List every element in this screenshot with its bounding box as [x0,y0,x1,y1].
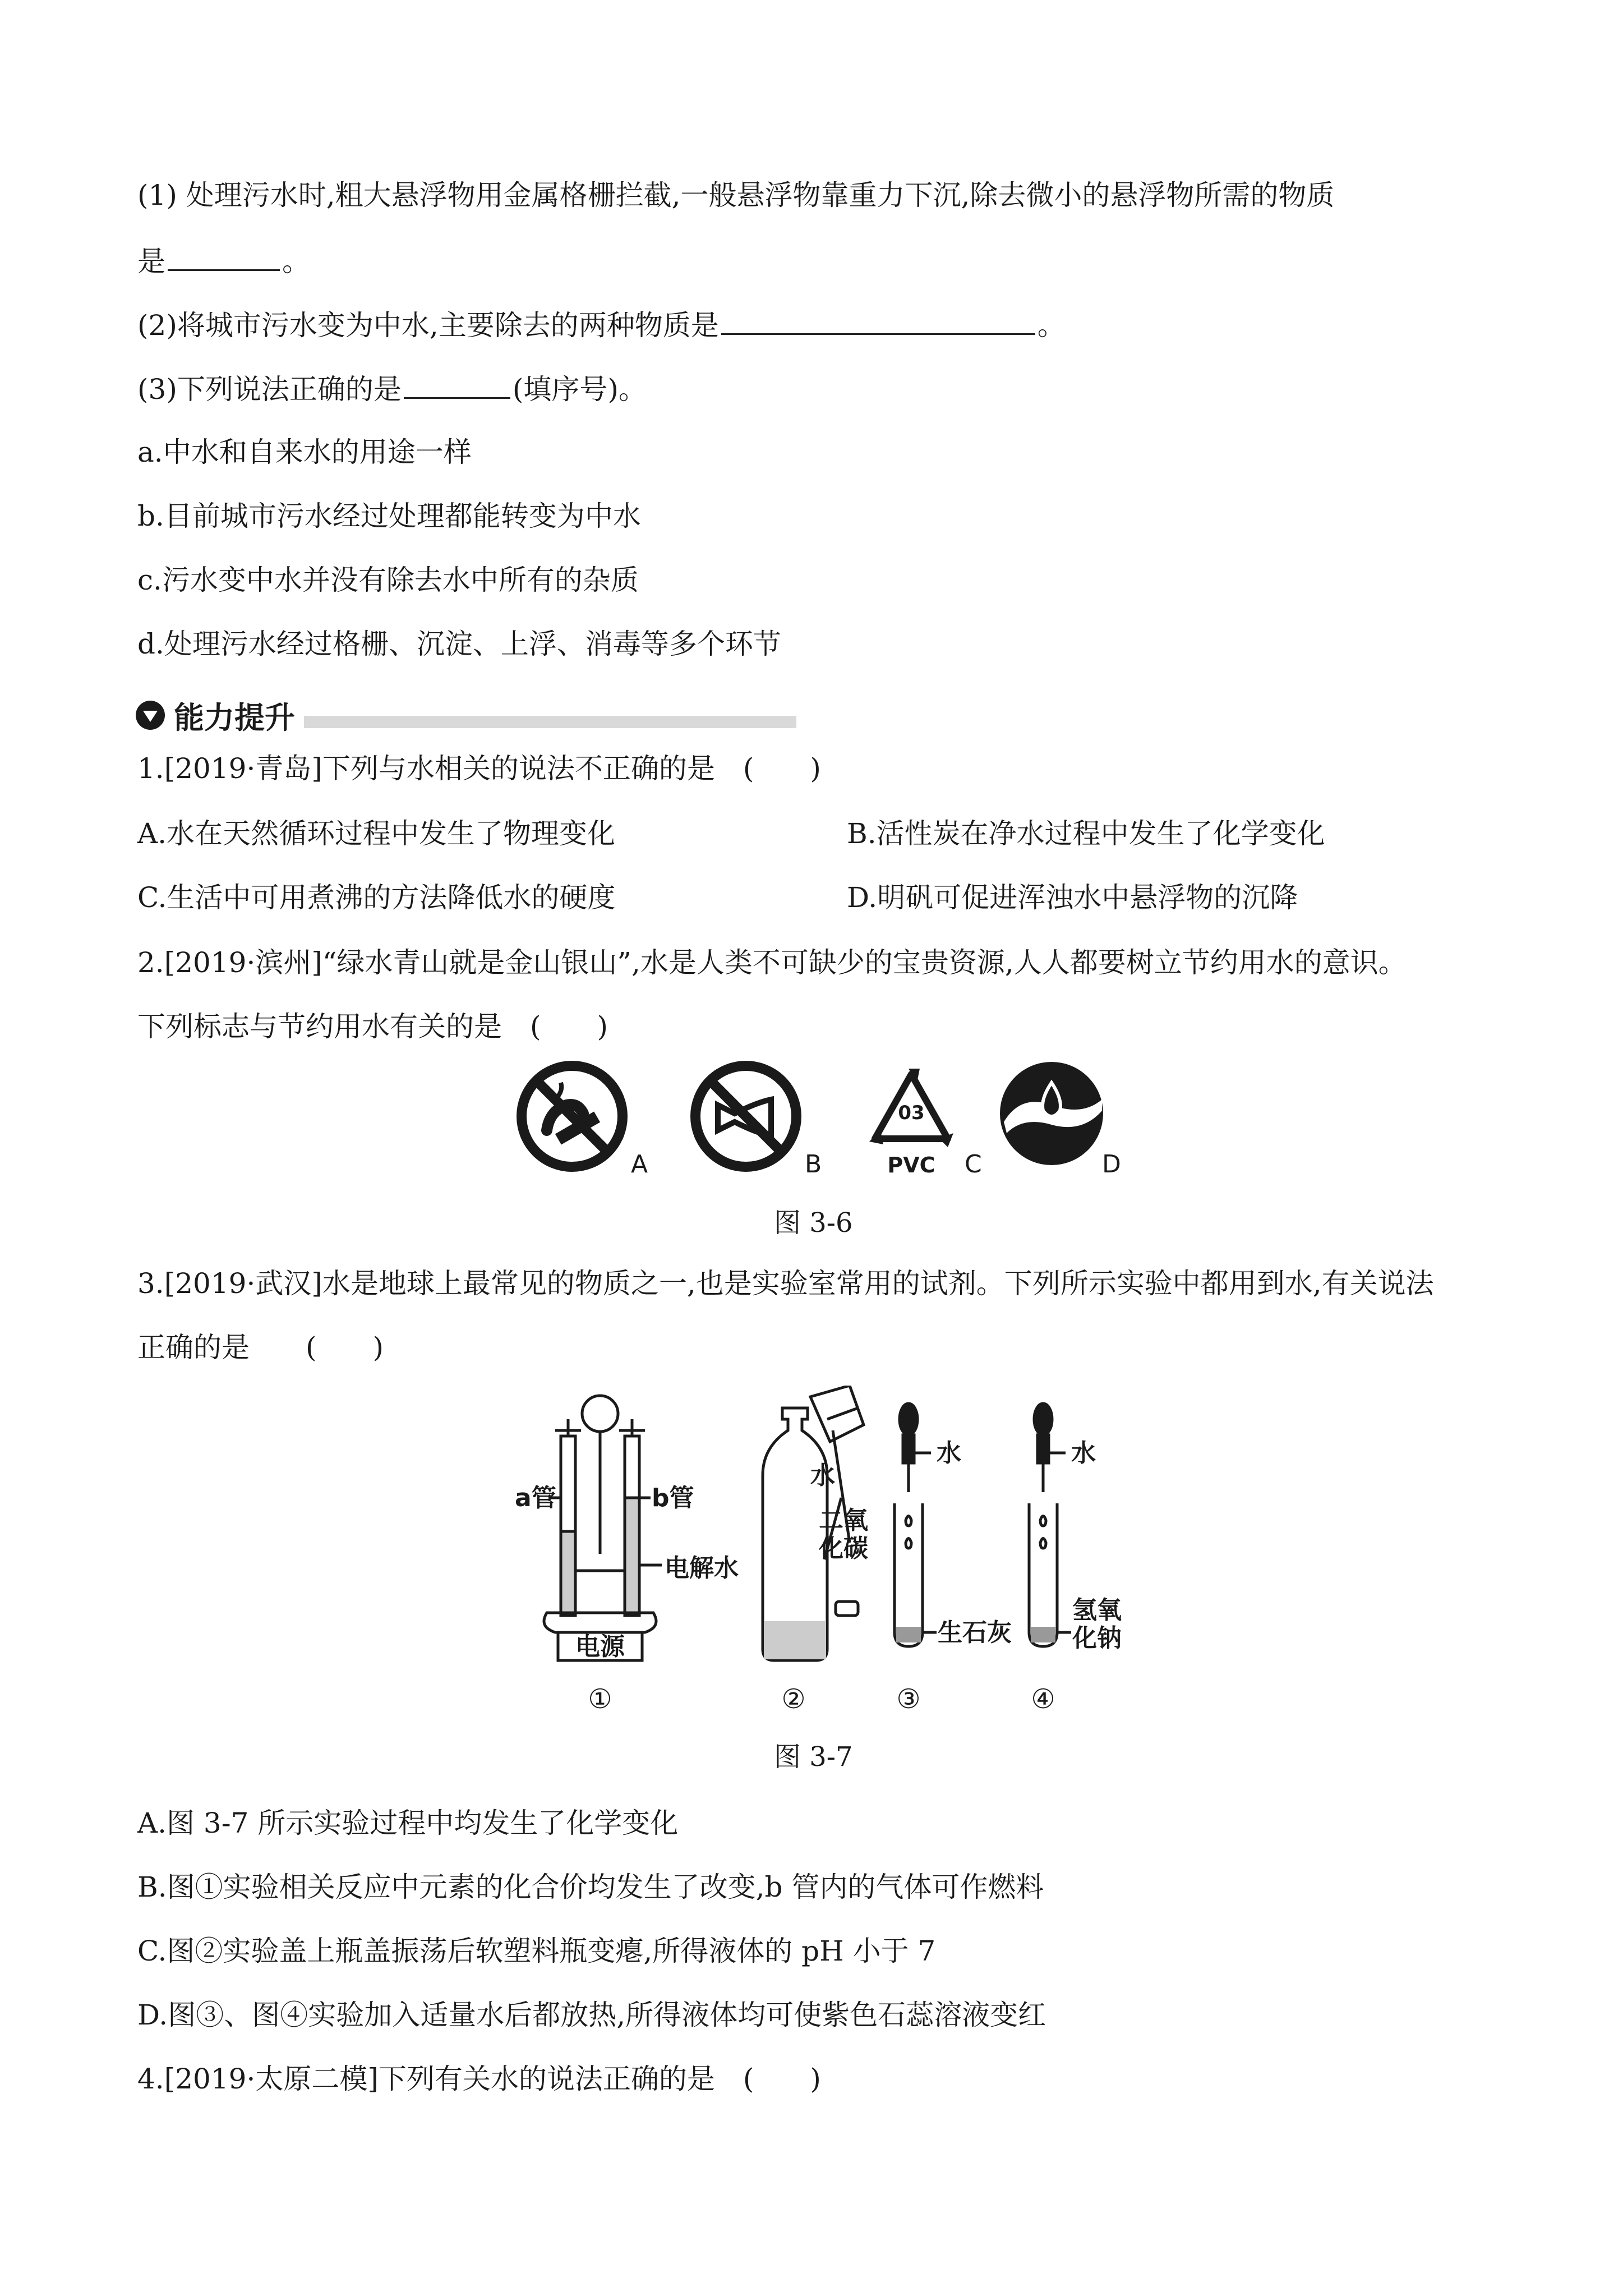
q-prev-option-c: c.污水变中水并没有除去水中所有的杂质 [137,564,639,596]
q-prev-part3-end: (填序号)。 [512,373,647,406]
q3-option-d: D.图③、图④实验加入适量水后都放热,所得液体均可使紫色石蕊溶液变红 [137,1999,1046,2031]
q2-stem-line1: 2.[2019·滨州]“绿水青山就是金山银山”,水是人类不可缺少的宝贵资源,人人都要树立节约用水的意识。 [137,946,1407,979]
q-prev-part2 [137,306,1066,342]
q1-stem: 1.[2019·青岛]下列与水相关的说法不正确的是 ( ) [137,752,821,785]
electrolysis-apparatus [544,1396,662,1660]
q3-stem-line1: 3.[2019·武汉]水是地球上最常见的物质之一,也是实验室常用的试剂。下列所示实验中都用到水,有关说法 [137,1267,1434,1300]
water-saving-sign-icon [1000,1062,1103,1165]
power-source-label: 电源 [575,1632,625,1661]
q-prev-part3 [137,370,647,406]
q1-option-b: B.活性炭在净水过程中发生了化学变化 [847,817,1325,850]
recycle-pvc-icon [869,1069,953,1177]
q-prev-part1-end: 。 [282,245,310,278]
water-label-3: 水 [1071,1439,1096,1467]
no-smoking-sign-icon [522,1066,623,1167]
q-prev-part1-text: 是 [137,245,165,278]
q4-stem: 4.[2019·太原二模]下列有关水的说法正确的是 ( ) [137,2063,821,2095]
q-prev-part1-line1: (1) 处理污水时,粗大悬浮物用金属格栅拦截,一般悬浮物靠重力下沉,除去微小的悬浮物所需的物质 [137,179,1335,211]
co2-label-line1: 二氧 [819,1506,868,1535]
q-prev-part2-text: (2)将城市污水变为中水,主要除去的两种物质是 [137,309,719,342]
section-heading [135,696,796,735]
q-prev-part2-end: 。 [1037,309,1066,342]
answer-blank-3[interactable] [404,370,510,399]
recycle-number: 03 [898,1102,925,1124]
water-label-1: 水 [810,1461,835,1490]
figure-3-6 [516,1060,1122,1195]
experiment-number-2: ② [781,1683,806,1715]
tube-a-label: a管 [515,1484,556,1512]
electrolysis-water-label: 电解水 [665,1554,739,1582]
quicklime-test-tube [895,1404,937,1646]
no-horn-sign-icon [695,1066,796,1167]
co2-label-line2: 化碳 [819,1534,868,1563]
sign-label-b: B [805,1150,822,1179]
experiment-number-3: ③ [896,1683,921,1715]
sign-label-a: A [631,1150,648,1179]
q3-stem-line2: 正确的是 ( ) [137,1331,384,1364]
quicklime-label: 生石灰 [938,1618,1012,1647]
q1-options-row1 [137,817,1325,850]
q-prev-option-d: d.处理污水经过格栅、沉淀、上浮、消毒等多个环节 [137,628,781,660]
q1-option-a: A.水在天然循环过程中发生了物理变化 [137,817,616,850]
section-title: 能力提升 [174,700,295,735]
figure-3-7 [505,1386,1155,1722]
q2-stem-line2: 下列标志与节约用水有关的是 ( ) [137,1010,608,1043]
answer-blank-1[interactable] [168,242,280,271]
recycle-material: PVC [887,1153,935,1177]
naoh-label-line1: 氢氧 [1072,1596,1122,1625]
q1-option-d: D.明矾可促进浑浊水中悬浮物的沉降 [847,881,1298,914]
q1-options-row2 [137,881,1298,914]
q-prev-option-b: b.目前城市污水经过处理都能转变为中水 [137,500,641,532]
triangle-down-icon [135,700,166,731]
answer-blank-2[interactable] [721,306,1035,335]
figure-3-7-caption: 图 3-7 [774,1741,853,1773]
q3-option-c: C.图②实验盖上瓶盖振荡后软塑料瓶变瘪,所得液体的 pH 小于 7 [137,1935,936,1967]
q3-option-b: B.图①实验相关反应中元素的化合价均发生了改变,b 管内的气体可作燃料 [137,1871,1044,1903]
sign-label-c: C [965,1150,982,1179]
q-prev-option-a: a.中水和自来水的用途一样 [137,436,472,468]
sign-label-d: D [1102,1150,1121,1179]
section-divider [304,716,796,728]
naoh-test-tube [1029,1404,1071,1646]
tube-b-label: b管 [652,1484,694,1512]
q-prev-part3-text: (3)下列说法正确的是 [137,373,402,406]
naoh-label-line2: 化钠 [1072,1624,1122,1653]
q-prev-part1-line2 [137,242,310,278]
experiment-number-1: ① [588,1683,612,1715]
q3-option-a: A.图 3-7 所示实验过程中均发生了化学变化 [137,1807,679,1839]
water-label-2: 水 [937,1439,961,1467]
experiment-number-4: ④ [1031,1683,1055,1715]
q1-option-c: C.生活中可用煮沸的方法降低水的硬度 [137,881,616,914]
figure-3-6-caption: 图 3-6 [774,1207,853,1239]
